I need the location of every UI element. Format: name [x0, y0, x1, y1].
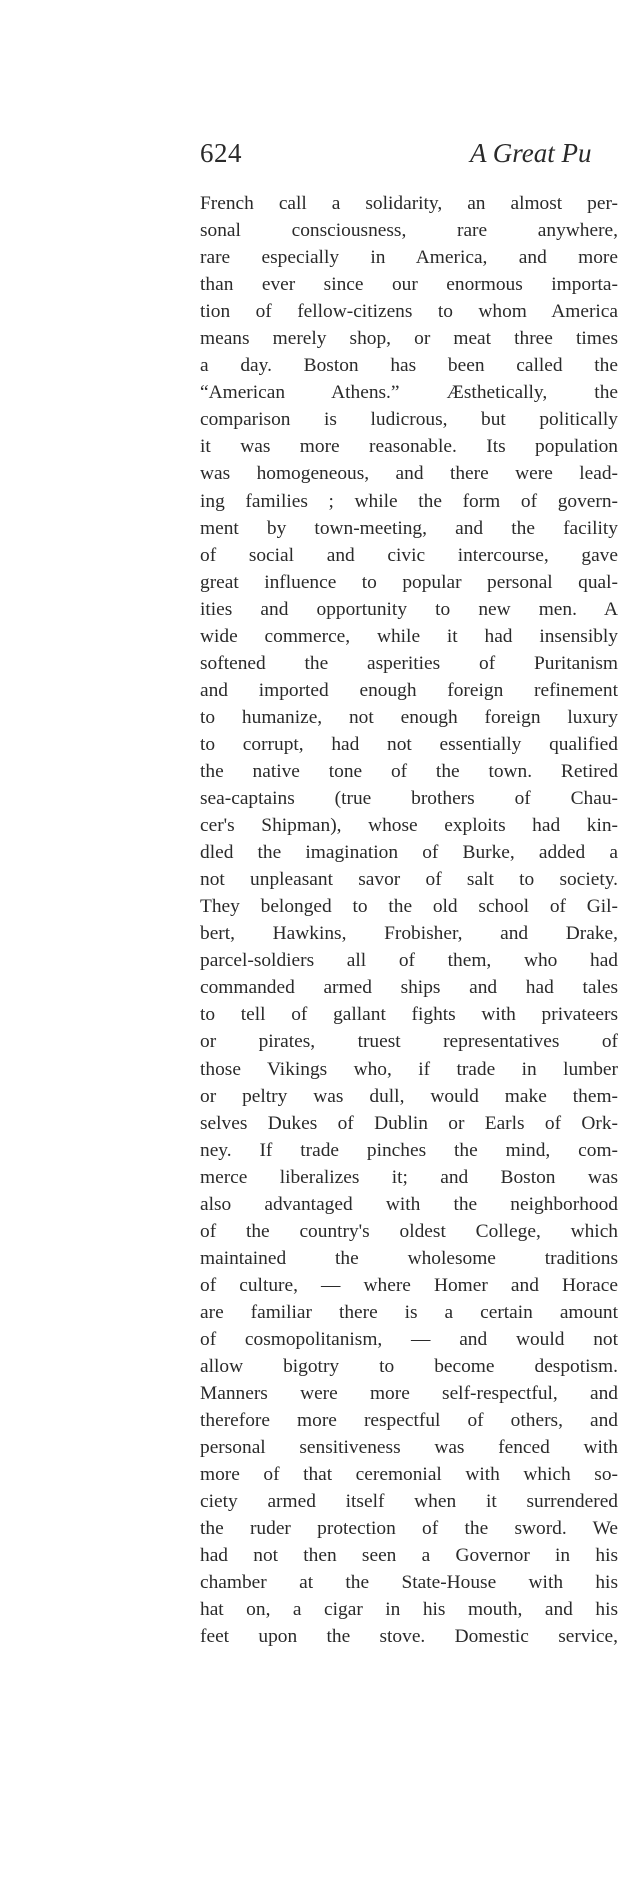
- text-line: to tell of gallant fights with privateers: [200, 1004, 618, 1026]
- text-line: not unpleasant savor of salt to society.: [200, 869, 618, 891]
- text-line: ciety armed itself when it surrendered: [200, 1491, 618, 1513]
- running-title: A Great Pu: [470, 138, 592, 168]
- text-line: feet upon the stove. Domestic service,: [200, 1626, 618, 1648]
- text-line: softened the asperities of Puritanism: [200, 652, 618, 674]
- text-line: sonal consciousness, rare anywhere,: [200, 220, 618, 242]
- text-line: dled the imagination of Burke, added a: [200, 842, 618, 864]
- text-line: ney. If trade pinches the mind, com-: [200, 1139, 618, 1161]
- text-line: maintained the wholesome traditions: [200, 1247, 618, 1269]
- text-line: great influence to popular personal qual-: [200, 571, 618, 593]
- text-line: was homogeneous, and there were lead-: [200, 463, 618, 485]
- text-line: or peltry was dull, would make them-: [200, 1085, 618, 1107]
- text-line: rare especially in America, and more: [200, 247, 618, 269]
- text-line: those Vikings who, if trade in lumber: [200, 1058, 618, 1080]
- text-line: the ruder protection of the sword. We: [200, 1518, 618, 1540]
- text-line: therefore more respectful of others, and: [200, 1410, 618, 1432]
- text-line: Manners were more self-respectful, and: [200, 1383, 618, 1405]
- text-line: to corrupt, had not essentially qualified: [200, 733, 618, 755]
- text-line: more of that ceremonial with which so-: [200, 1464, 618, 1486]
- body-paragraph: [200, 190, 618, 1651]
- text-line: sea-captains (true brothers of Chau-: [200, 788, 618, 810]
- text-line: of social and civic intercourse, gave: [200, 544, 618, 566]
- text-line: ment by town-meeting, and the facility: [200, 517, 618, 539]
- text-line: personal sensitiveness was fenced with: [200, 1437, 618, 1459]
- text-line: comparison is ludicrous, but politically: [200, 409, 618, 431]
- text-line: parcel-soldiers all of them, who had: [200, 950, 618, 972]
- text-line: wide commerce, while it had insensibly: [200, 625, 618, 647]
- text-line: merce liberalizes it; and Boston was: [200, 1166, 618, 1188]
- text-line: bert, Hawkins, Frobisher, and Drake,: [200, 923, 618, 945]
- text-line: ing families ; while the form of govern-: [200, 490, 618, 512]
- text-line: the native tone of the town. Retired: [200, 760, 618, 782]
- text-line: also advantaged with the neighborhood: [200, 1193, 618, 1215]
- text-line: of cosmopolitanism, — and would not: [200, 1328, 618, 1350]
- text-line: means merely shop, or meat three times: [200, 328, 618, 350]
- text-line: and imported enough foreign refinement: [200, 679, 618, 701]
- text-line: of culture, — where Homer and Horace: [200, 1274, 618, 1296]
- text-line: than ever since our enormous importa-: [200, 274, 618, 296]
- text-line: had not then seen a Governor in his: [200, 1545, 618, 1567]
- text-line: tion of fellow-citizens to whom America: [200, 301, 618, 323]
- text-line: hat on, a cigar in his mouth, and his: [200, 1599, 618, 1621]
- text-line: a day. Boston has been called the: [200, 355, 618, 377]
- text-line: selves Dukes of Dublin or Earls of Ork-: [200, 1112, 618, 1134]
- text-line: cer's Shipman), whose exploits had kin-: [200, 815, 618, 837]
- running-head: [200, 138, 639, 174]
- text-line: or pirates, truest representatives of: [200, 1031, 618, 1053]
- text-line: “American Athens.” Æsthetically, the: [200, 382, 618, 404]
- page-number: 624: [200, 138, 242, 168]
- text-line: French call a solidarity, an almost per-: [200, 193, 618, 214]
- text-line: They belonged to the old school of Gil-: [200, 896, 618, 918]
- text-line: ities and opportunity to new men. A: [200, 598, 618, 620]
- text-line: commanded armed ships and had tales: [200, 977, 618, 999]
- text-line: chamber at the State-House with his: [200, 1572, 618, 1594]
- text-line: to humanize, not enough foreign luxury: [200, 706, 618, 728]
- text-line: it was more reasonable. Its population: [200, 436, 618, 458]
- text-line: are familiar there is a certain amount: [200, 1301, 618, 1323]
- text-line: allow bigotry to become despotism.: [200, 1356, 618, 1378]
- text-line: of the country's oldest College, which: [200, 1220, 618, 1242]
